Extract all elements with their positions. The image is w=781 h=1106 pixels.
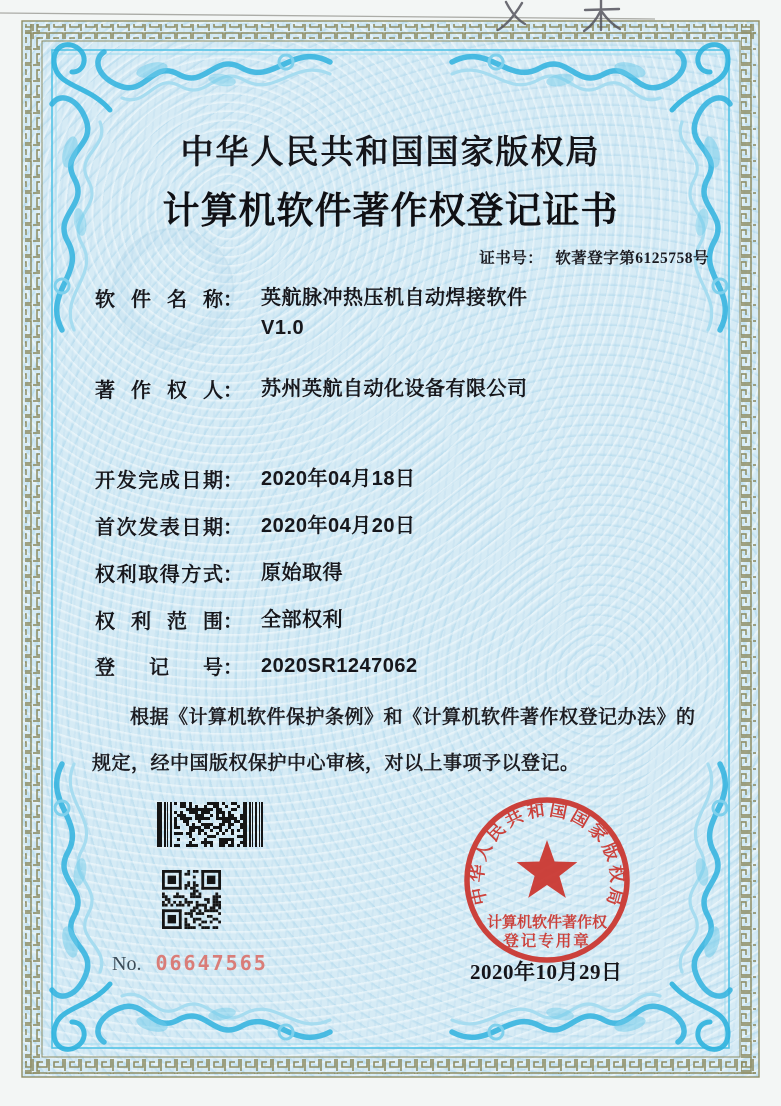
qr-code bbox=[162, 870, 221, 929]
seal-title-line1: 计算机软件著作权 bbox=[486, 915, 608, 931]
row-dev-completion-date: 开发完成日期 ： 2020年04月18日 bbox=[95, 464, 415, 494]
registration-statement: 根据《计算机软件保护条例》和《计算机软件著作权登记办法》的 规定，经中国版权保护中心审核，对以上事项予以登记。 bbox=[92, 707, 696, 774]
field-label: 权利范围 bbox=[95, 611, 223, 633]
serial-number bbox=[112, 951, 268, 976]
authority-title: 中华人民共和国国家版权局 bbox=[180, 135, 601, 171]
certificate-number bbox=[479, 246, 709, 268]
field-value: 2020年04月20日 bbox=[261, 515, 416, 537]
seal-ring-text: 中华人民共和国国家版权局 bbox=[466, 799, 628, 912]
row-rights-scope: 权利范围 ： 全部权利 bbox=[95, 605, 343, 635]
field-value: 2020SR1247062 bbox=[261, 655, 418, 677]
certificate-title: 计算机软件著作权登记证书 bbox=[162, 191, 619, 232]
row-rights-acquisition: 权利取得方式 ： 原始取得 bbox=[95, 558, 343, 588]
serial-prefix: No. bbox=[112, 953, 142, 975]
scan-edge-line bbox=[0, 13, 655, 19]
registration-date: 2020年10月29日 bbox=[470, 960, 623, 984]
field-label: 首次发表日期 bbox=[95, 517, 223, 539]
field-label: 权利取得方式 bbox=[95, 564, 223, 586]
row-copyright-holder: 著作权人 ： 苏州英航自动化设备有限公司 bbox=[95, 374, 528, 404]
seal-star-icon bbox=[517, 840, 578, 898]
serial-value: 06647565 bbox=[155, 951, 268, 975]
field-value: 英航脉冲热压机自动焊接软件 V1.0 bbox=[261, 287, 528, 339]
row-first-publication-date: 首次发表日期 ： 2020年04月20日 bbox=[95, 511, 415, 541]
field-label: 著作权人 bbox=[95, 380, 223, 402]
official-seal bbox=[452, 786, 647, 981]
field-label: 登记号 bbox=[95, 657, 223, 679]
field-label: 软件名称 bbox=[95, 289, 223, 311]
field-label: 开发完成日期 bbox=[95, 470, 223, 492]
field-value: 全部权利 bbox=[261, 609, 343, 631]
field-value: 苏州英航自动化设备有限公司 bbox=[261, 378, 528, 400]
seal-title-line2: 登记专用章 bbox=[503, 933, 591, 950]
field-value: 2020年04月18日 bbox=[261, 468, 416, 490]
certificate-number-label: 证书号： bbox=[479, 250, 544, 267]
certificate-number-value: 软著登字第6125758号 bbox=[555, 250, 709, 267]
field-value: 原始取得 bbox=[261, 562, 343, 584]
row-registration-number: 登记号 ： 2020SR1247062 bbox=[95, 651, 418, 681]
row-software-name: 软件名称 ： 英航脉冲热压机自动焊接软件 V1.0 bbox=[95, 283, 528, 343]
barcode-2d bbox=[157, 802, 263, 847]
